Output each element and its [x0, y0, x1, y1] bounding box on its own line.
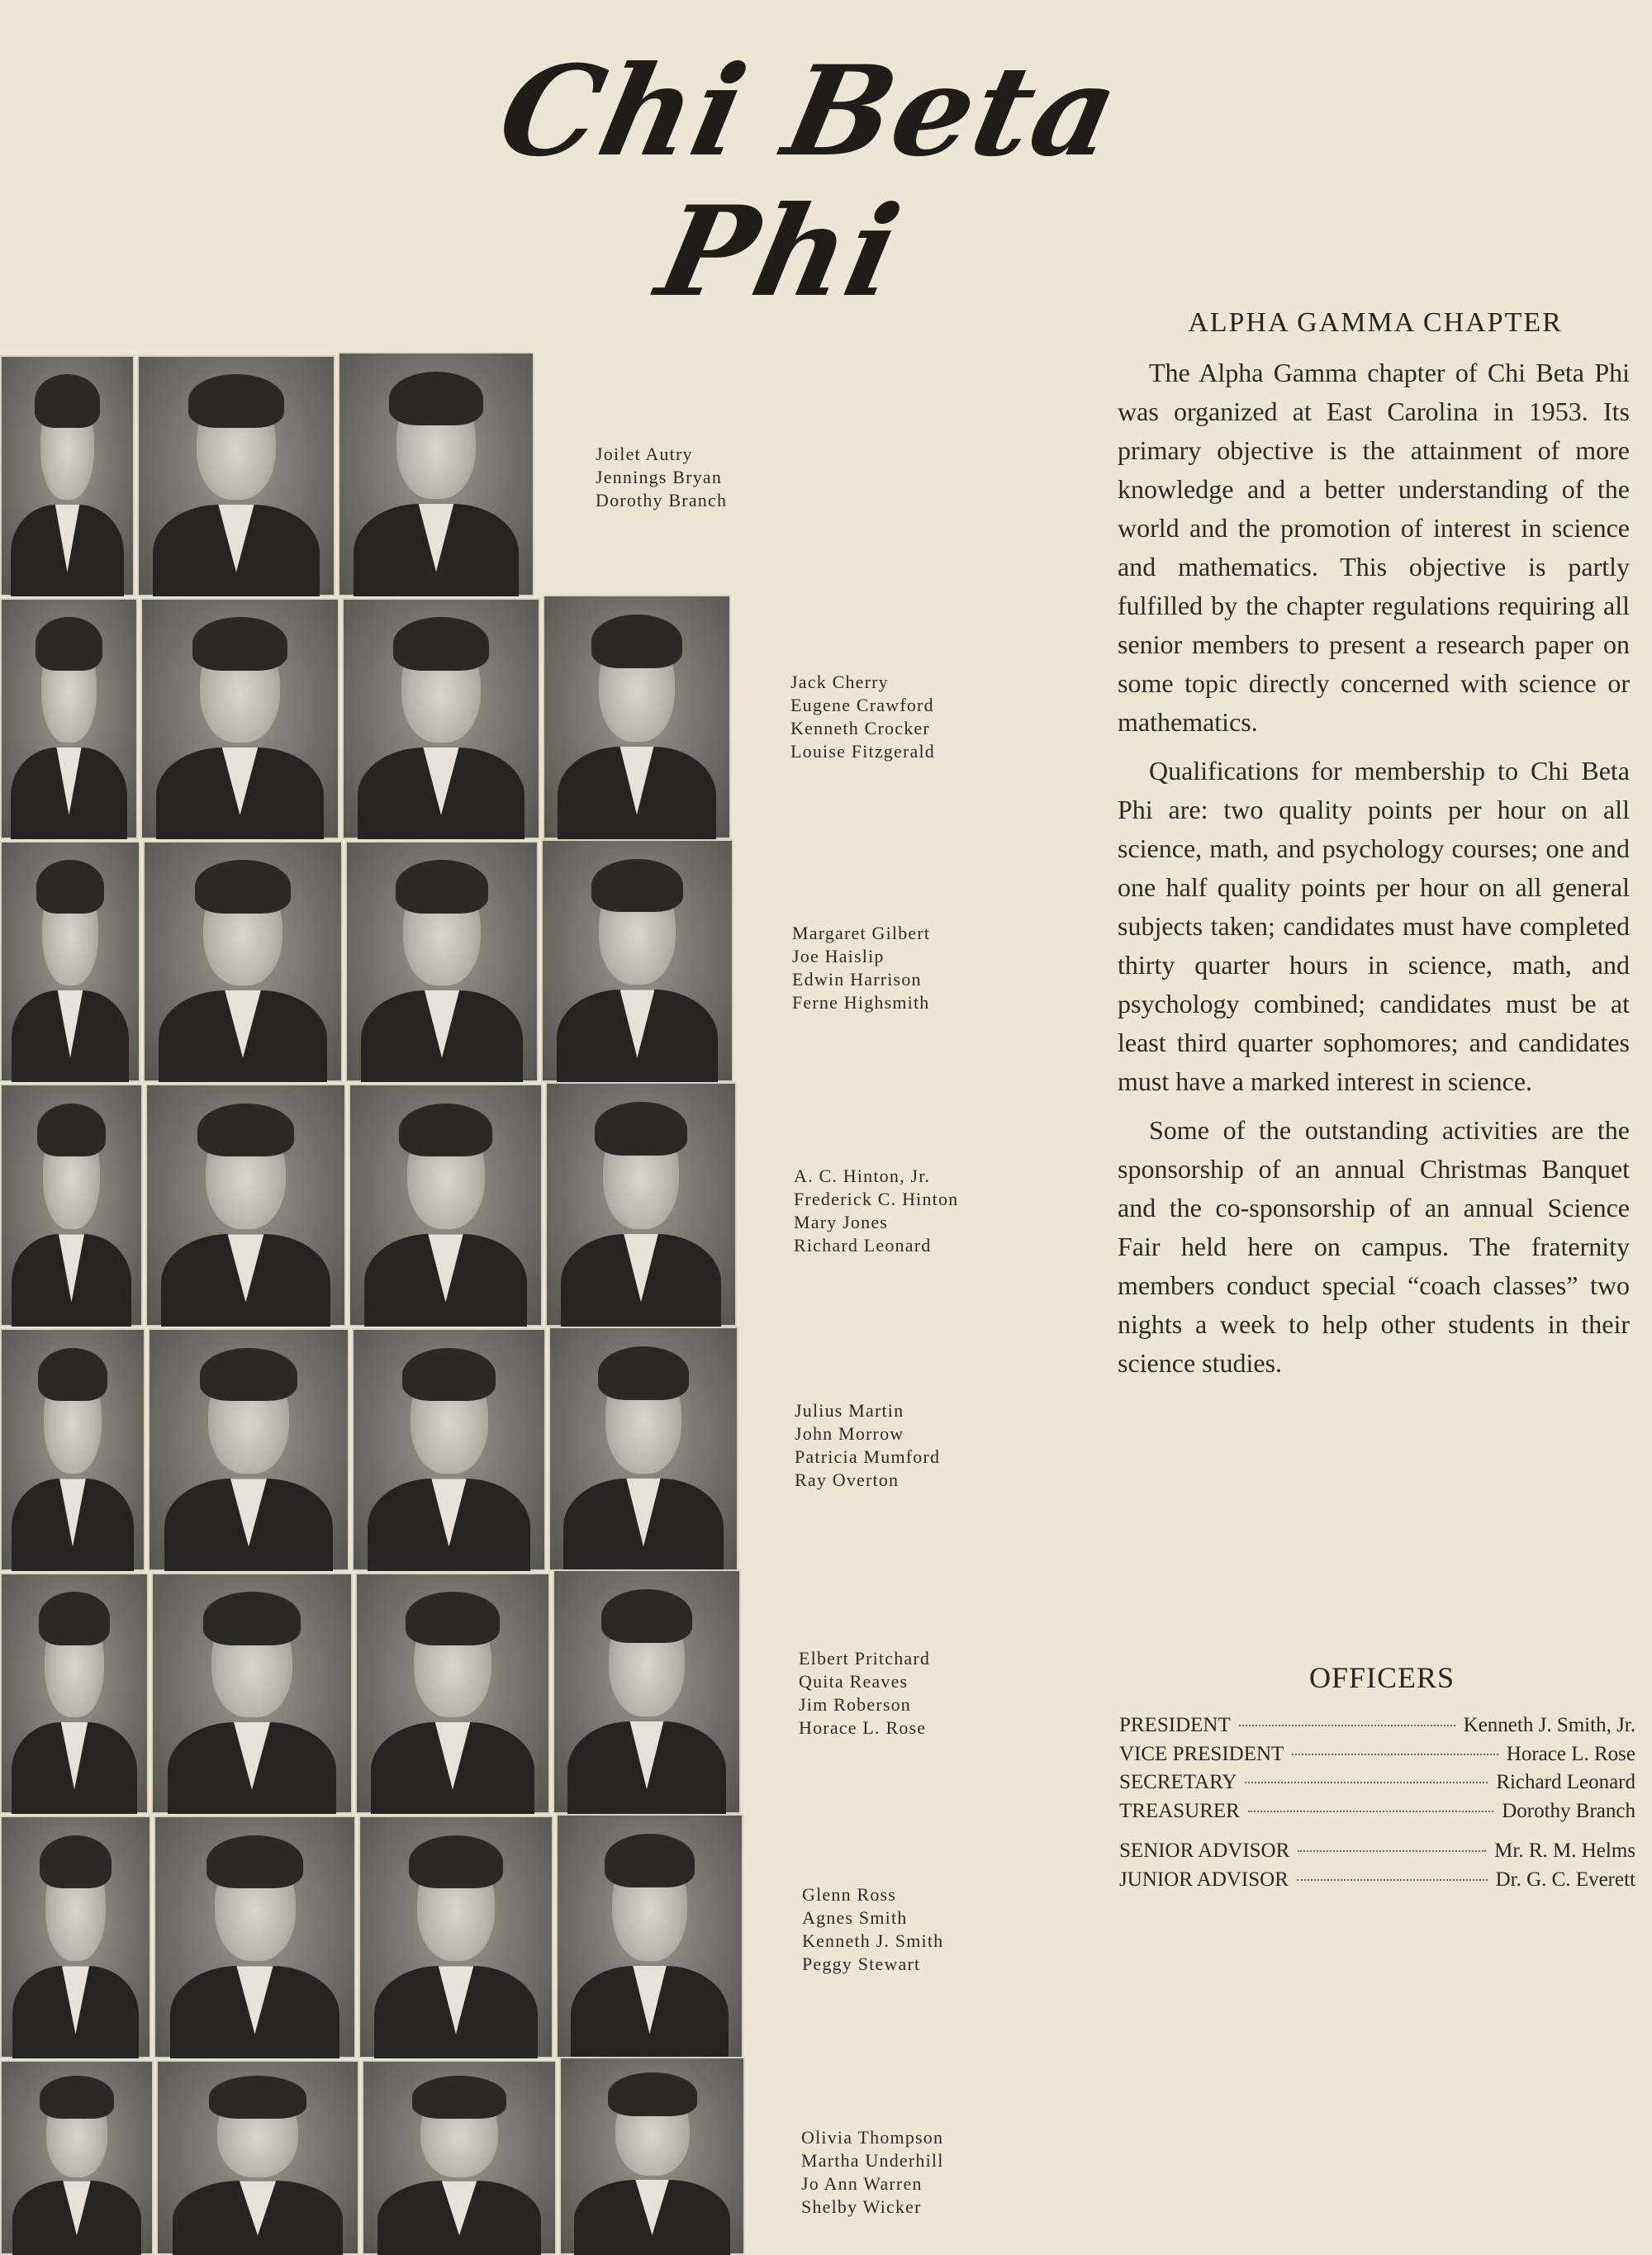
member-photo	[559, 2057, 745, 2255]
dot-leader	[1298, 1850, 1486, 1852]
member-name: Olivia Thompson	[801, 2127, 944, 2148]
officer-row	[1119, 1797, 1635, 1826]
member-photo	[145, 1084, 346, 1327]
officer-role: VICE PRESIDENT	[1119, 1742, 1284, 1765]
member-name: Richard Leonard	[794, 1235, 932, 1256]
member-photo	[137, 355, 335, 596]
member-photo	[154, 1816, 356, 2058]
member-name: Horace L. Rose	[799, 1717, 927, 1738]
dot-leader	[1292, 1754, 1498, 1755]
member-name: Edwin Harrison	[792, 969, 922, 990]
officer-row	[1119, 1768, 1635, 1797]
member-photo	[0, 1816, 151, 2058]
row-1-names	[596, 443, 727, 512]
member-photo	[345, 841, 539, 1082]
dot-leader	[1239, 1725, 1455, 1726]
member-name: Peggy Stewart	[802, 1954, 921, 1974]
member-photo	[0, 355, 135, 596]
member-photo	[543, 595, 731, 839]
member-photo	[0, 1573, 149, 1814]
row-6-names	[799, 1647, 930, 1740]
member-photo	[0, 841, 140, 1082]
member-photo	[0, 598, 138, 839]
member-name: Mary Jones	[794, 1212, 889, 1232]
advisor-name: Mr. R. M. Helms	[1494, 1840, 1635, 1862]
advisor-role: SENIOR ADVISOR	[1119, 1840, 1290, 1862]
member-name: Frederick C. Hinton	[794, 1189, 959, 1209]
member-name: John Morrow	[795, 1423, 904, 1444]
member-photo	[148, 1328, 349, 1571]
member-name: Shelby Wicker	[801, 2196, 922, 2217]
member-photo	[151, 1573, 353, 1814]
member-photo	[358, 1816, 553, 2058]
member-name: Quita Reaves	[799, 1671, 909, 1692]
member-photo	[338, 352, 534, 596]
row-5-names	[795, 1399, 940, 1492]
member-photo	[140, 598, 339, 839]
member-name: Dorothy Branch	[596, 490, 728, 510]
officer-role: TREASURER	[1119, 1799, 1240, 1822]
member-photo	[548, 1327, 738, 1571]
paragraph: Some of the outstanding activities are the sponsorship of an annual Christmas Banquet and the co-sponsorship of an annual Science Fair held here on campus. The fraternity members conduct special “coach classes” two nights a week to help other students in their science studies.	[1118, 1115, 1630, 1378]
officer-row	[1119, 1740, 1635, 1769]
chapter-description	[1118, 354, 1630, 1393]
officer-name: Dorothy Branch	[1502, 1799, 1635, 1822]
member-photo	[553, 1569, 741, 1814]
officers-list	[1119, 1711, 1635, 1894]
row-7-names	[802, 1883, 943, 1976]
member-name: Eugene Crawford	[790, 695, 934, 715]
member-name: Agnes Smith	[802, 1907, 908, 1928]
member-name: Joe Haislip	[792, 946, 885, 966]
member-photo	[355, 1573, 550, 1814]
row-2-names	[790, 671, 935, 763]
officer-role: PRESIDENT	[1119, 1714, 1231, 1736]
advisor-role: JUNIOR ADVISOR	[1119, 1868, 1289, 1891]
member-name: Glenn Ross	[802, 1884, 897, 1905]
member-name: Jack Cherry	[790, 672, 889, 692]
officer-name: Horace L. Rose	[1506, 1742, 1635, 1765]
row-3-names	[792, 922, 930, 1014]
member-photo	[349, 1084, 543, 1327]
chapter-heading: ALPHA GAMMA CHAPTER	[1188, 307, 1563, 338]
advisor-row	[1119, 1866, 1635, 1895]
member-name: Joilet Autry	[596, 444, 693, 464]
member-photo	[556, 1814, 743, 2058]
dot-leader	[1248, 1811, 1493, 1812]
paragraph: The Alpha Gamma chapter of Chi Beta Phi was organized at East Carolina in 1953. Its primary objective is the attainment of more knowledge and a better understanding of the world and the promotion of interest in science and mathematics. This objective is partly fulfilled by the chapter regulations requiring all senior members to present a research paper on some topic directly concerned with science or mathematics.	[1118, 358, 1630, 737]
dot-leader	[1297, 1879, 1488, 1881]
officer-name: Richard Leonard	[1496, 1771, 1635, 1793]
officers-heading: OFFICERS	[1308, 1661, 1455, 1694]
member-name: Jennings Bryan	[596, 467, 723, 487]
dot-leader	[1245, 1782, 1488, 1783]
member-name: Jo Ann Warren	[801, 2173, 923, 2194]
member-photo	[545, 1082, 737, 1327]
member-name: Kenneth J. Smith	[802, 1930, 944, 1951]
member-name: Jim Roberson	[799, 1694, 912, 1715]
member-photo	[541, 839, 733, 1082]
member-name: Louise Fitzgerald	[790, 741, 935, 762]
row-8-names	[801, 2126, 944, 2219]
member-name: Elbert Pritchard	[799, 1648, 931, 1669]
member-photo	[0, 2060, 154, 2255]
member-photo	[342, 598, 540, 839]
member-name: Patricia Mumford	[795, 1446, 941, 1467]
paragraph: Qualifications for membership to Chi Beta Phi are: two quality points per hour on all science, math, and psychology courses; one and one half quality points per hour on all general subjects taken; candidates must have completed thirty quarter hours in science, math, and psychology combined; candidates must be at least third quarter sophomores; and candidates must have a marked interest in science.	[1118, 756, 1630, 1096]
advisor-name: Dr. G. C. Everett	[1495, 1868, 1635, 1891]
page-title: Chi Beta Phi	[487, 39, 1132, 325]
officer-name: Kenneth J. Smith, Jr.	[1463, 1714, 1635, 1736]
member-name: Martha Underhill	[801, 2150, 944, 2171]
member-name: A. C. Hinton, Jr.	[794, 1165, 931, 1186]
advisor-row	[1119, 1837, 1635, 1866]
member-photo	[362, 2060, 557, 2255]
member-name: Margaret Gilbert	[792, 923, 931, 943]
member-name: Julius Martin	[795, 1400, 904, 1421]
member-name: Ray Overton	[795, 1469, 900, 1490]
officer-role: SECRETARY	[1119, 1771, 1237, 1793]
member-name: Kenneth Crocker	[790, 718, 930, 738]
member-photo	[0, 1084, 143, 1327]
member-photo	[0, 1328, 145, 1571]
officer-row	[1119, 1711, 1635, 1740]
row-4-names	[794, 1165, 958, 1257]
member-photo	[156, 2060, 359, 2255]
member-name: Ferne Highsmith	[792, 992, 930, 1013]
member-photo	[143, 841, 343, 1082]
member-photo	[352, 1328, 546, 1571]
